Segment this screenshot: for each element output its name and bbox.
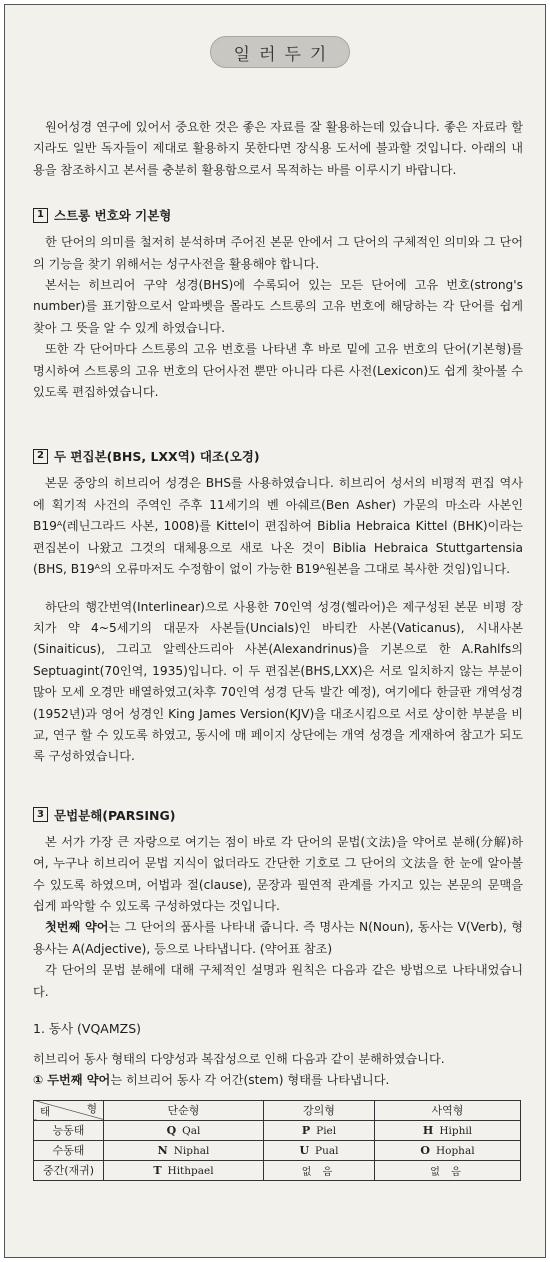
table-row [34,1140,521,1160]
verb-stem-table [33,1100,521,1181]
table-cell [374,1160,520,1180]
section-2-title: 두 편집본(BHS, LXX역) 대조(오경) [54,449,260,465]
none-label: 없 음 [301,1166,337,1178]
stem-abbreviation: O [420,1143,430,1157]
stem-name: Hithpael [167,1164,214,1177]
page-title: 일러두기 [233,44,336,65]
stem-name: Pual [315,1144,339,1157]
table-cell [263,1120,374,1140]
stem-abbreviation: N [157,1143,168,1157]
circled-one-marker: ① [33,1073,44,1088]
stem-name: Qal [182,1124,201,1137]
table-row [34,1120,521,1140]
stem-name: Niphal [173,1144,210,1157]
none-label: 없 음 [430,1166,465,1178]
section-3-paragraph: 본 서가 가장 큰 자랑으로 여기는 점이 바로 각 단어의 문법(文法)을 약어로 분해(分解)하여, 누구나 히브리어 문법 지식이 없더라도 간단한 기호로 그 단어의 文法을 한 눈에 알아볼 수 있도록 하였으며, 어법과 절(clause), 문장과 필연적 관계를 가지고 있는 본문의 문맥을 쉽게 파악할 수 있도록 구성하였다는 것입니다. [33,834,523,913]
second-abbreviation-text: 는 히브리어 동사 각 어간(stem) 형태를 나타냅니다. [110,1073,390,1088]
stem-abbreviation: H [422,1123,434,1137]
stem-name: Hiphil [439,1124,473,1137]
intro-paragraph: 원어성경 연구에 있어서 중요한 것은 좋은 자료를 잘 활용하는데 있습니다. 좋은 자료라 할지라도 일반 독자들이 제대로 활용하지 못한다면 장식용 도서에 불과할 것입니다. 아래의 내용을 참조하시고 본서를 충분히 활용함으로서 목적하는 바를 이루시기 바랍니다. [33,120,523,177]
rules-paragraph: 각 단어의 문법 분해에 대해 구체적인 설명과 원칙은 다음과 같은 방법으로 나타내었습니다. [33,963,523,999]
verb-intro: 히브리어 동사 형태의 다양성과 복잡성으로 인해 다음과 같이 분해하였습니다. [33,1052,445,1066]
stem-abbreviation: U [299,1143,310,1157]
section-1-paragraph: 본서는 히브리어 구약 성경(BHS)에 수록되어 있는 모든 단어에 고유 번호(strong's number)를 표기함으로서 알파벳을 몰라도 스트롱의 고유 번호에 해당하는 각 단어를 쉽게 찾아 그 뜻을 알 수 있게 하였습니다. [33,278,523,335]
section-2-paragraph: 하단의 행간번역(Interlinear)으로 사용한 70인역 성경(헬라어)은 제구성된 본문 비평 장치가 약 4~5세기의 대문자 사본들(Uncials)인 바티칸 사본(Vaticanus), 시내사본(Sinaiticus), 그리고 알렉산드리아 사본(Alexandrinus)을 기본으로 한 A.Rahlfs의 Septuagint(70인역, 1935)입니다. 이 두 편집본(BHS,LXX)은 서로 일치하지 않는 부분이 많아 모세 오경만 배열하였고(차후 70인역 성경 단독 발간 예정), 여기에다 한글판 개역성경(1952년)과 영어 성경인 King James Version(KJV)을 대조시킴으로 서로 상이한 부분을 비교, 연구 할 수 있도록 하였고, 동시에 매 페이지 상단에는 개역 성경을 게재하여 참고가 되도록 구성하였습니다. [33,599,523,764]
row-header: 수동태 [34,1140,104,1160]
table-cell [104,1140,264,1160]
table-cell [104,1160,264,1180]
stem-name: Hophal [435,1144,475,1157]
row-header: 중간(재귀) [34,1160,104,1180]
second-abbreviation-paragraph [33,1070,523,1091]
section-2-heading [33,447,523,465]
verb-heading: 1. 동사 (VQAMZS) [33,1021,142,1036]
table-cell [374,1120,520,1140]
section-3-number: 3 [33,807,48,822]
second-abbreviation-label: 두번째 약어 [47,1073,111,1088]
stem-abbreviation: Q [166,1123,177,1137]
table-cell [263,1160,374,1180]
section-3-heading [33,806,523,824]
column-header: 사역형 [374,1100,520,1120]
content [33,117,523,1181]
table-cell [374,1140,520,1160]
stem-abbreviation: T [153,1163,162,1177]
section-2-number: 2 [33,449,48,464]
corner-voice-label: 태 [40,1105,51,1118]
stem-name: Piel [316,1124,337,1137]
section-1-heading [33,206,523,224]
column-header: 강의형 [263,1100,374,1120]
table-cell [263,1140,374,1160]
first-abbreviation-text: 는 그 단어의 품사를 나타내 줍니다. 즉 명사는 N(Noun), 동사는 V(Verb), 형용사는 A(Adjective), 등으로 나타냅니다. (약어표 참조) [33,920,523,956]
section-2-paragraph: 본문 중앙의 히브리어 성경은 BHS를 사용하였습니다. 히브리어 성서의 비평적 편집 역사에 획기적 사건의 주역인 주후 11세기의 벤 아쉐르(Ben Asher) 가문의 마소라 사본인 B19ᴬ(레닌그라드 사본, 1008)를 Kittel이 편집하여 Biblia Hebraica Kittel (BHK)이라는 편집본이 나왔고 그것의 대체용으로 새로 나온 것이 Biblia Hebraica Stuttgartensia (BHS, B19ᴬ의 오류마저도 수정함이 없이 가능한 B19ᴬ원본을 그대로 복사한 것임)입니다. [33,476,523,577]
section-3-title: 문법분해(PARSING) [54,807,176,823]
section-1-paragraph: 또한 각 단어마다 스트롱의 고유 번호를 나타낸 후 바로 밑에 고유 번호의 단어(기본형)를 명시하여 스트롱의 고유 번호의 단어사전 뿐만 아니라 다른 사전(Lexicon)도 쉽게 찾아볼 수 있도록 편집하였습니다. [33,342,523,400]
section-1-paragraph: 한 단어의 의미를 철저히 분석하며 주어진 본문 안에서 그 단어의 구체적인 의미와 그 단어의 기능을 찾기 위해서는 성구사전을 활용해야 합니다. [33,235,523,271]
section-1-title: 스트롱 번호와 기본형 [54,208,172,224]
page [4,4,546,1258]
stem-abbreviation: P [301,1123,311,1137]
table-header-row [34,1100,521,1120]
table-corner-cell [34,1100,104,1120]
table-cell [104,1120,264,1140]
first-abbreviation-paragraph [33,917,523,960]
title-badge [210,36,350,68]
first-abbreviation-label: 첫번째 약어 [45,920,109,935]
section-1-number: 1 [33,208,48,223]
row-header: 능동태 [34,1120,104,1140]
column-header: 단순형 [104,1100,264,1120]
corner-form-label: 형 [86,1102,97,1115]
table-row [34,1160,521,1180]
